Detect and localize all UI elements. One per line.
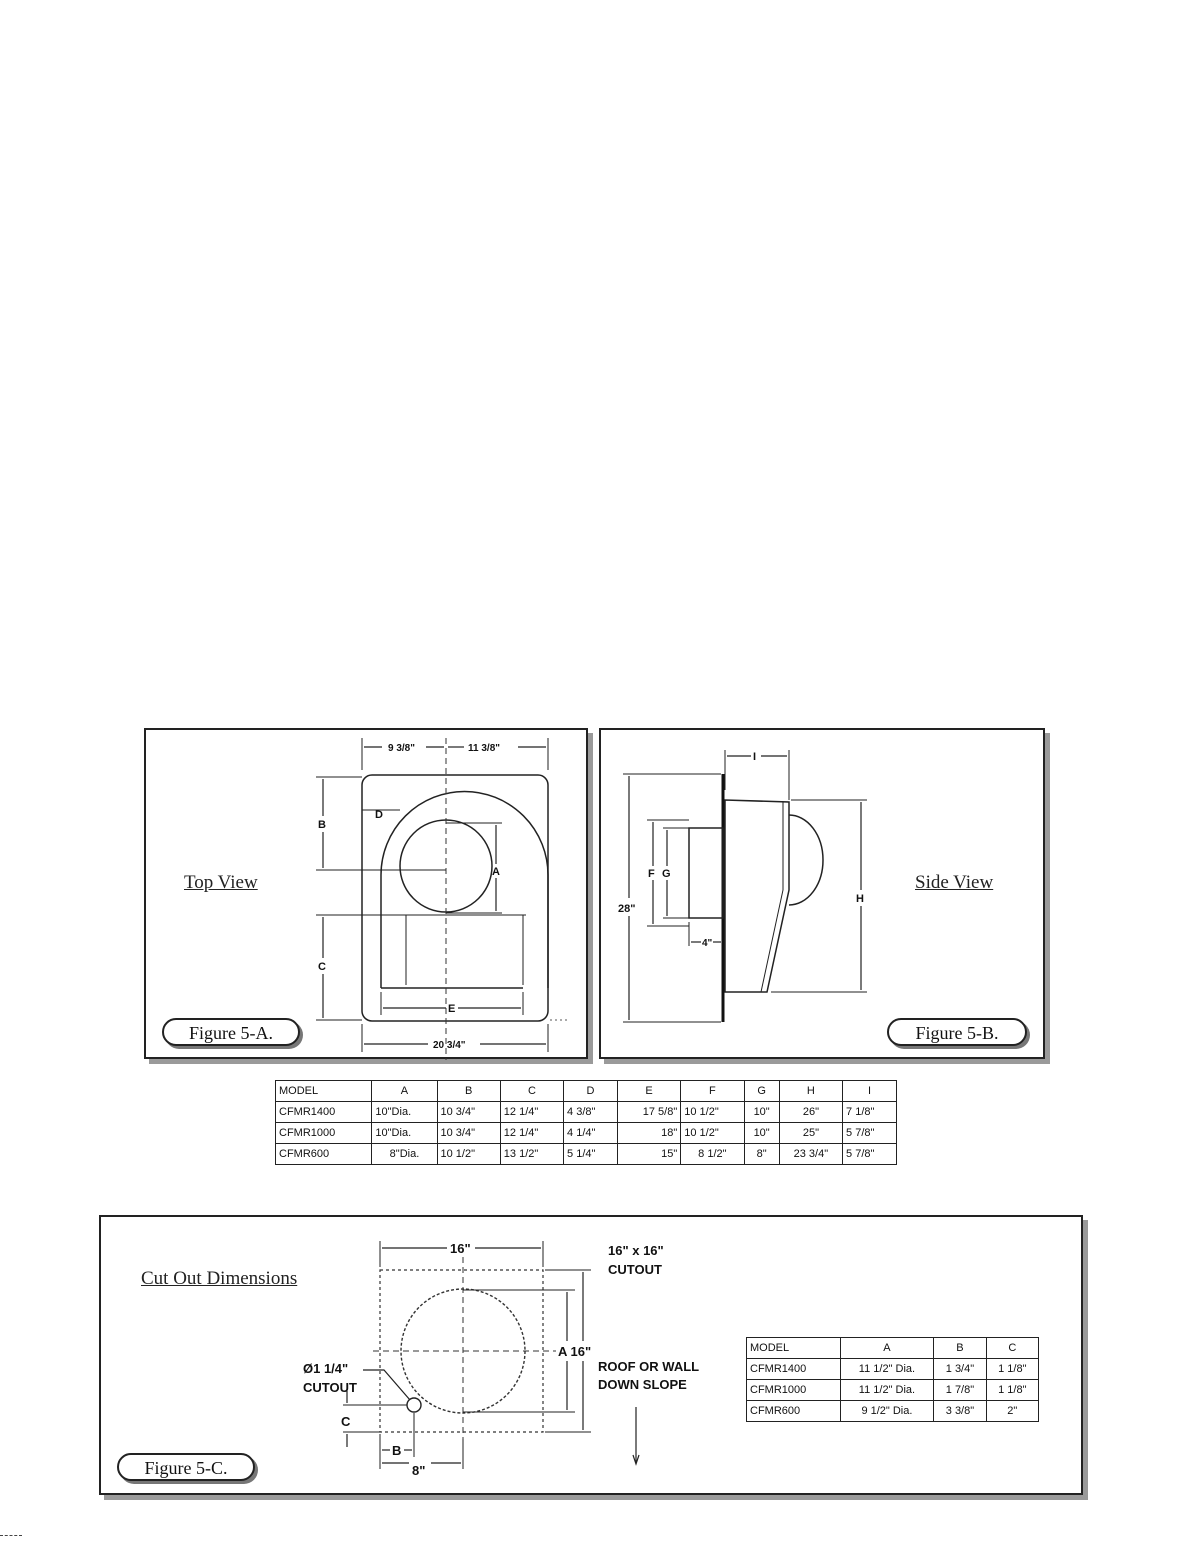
table-header-cell: A xyxy=(372,1081,437,1102)
dim-8: 8" xyxy=(412,1463,426,1478)
dim-a-16: A 16" xyxy=(558,1344,592,1359)
table-cell: 5 7/8" xyxy=(843,1144,897,1165)
top-view-drawing xyxy=(146,730,590,1061)
table-header-row xyxy=(747,1338,1039,1359)
table-header-cell: MODEL xyxy=(747,1338,841,1359)
table-cell: 1 1/8" xyxy=(986,1380,1038,1401)
table-cell: 9 1/2" Dia. xyxy=(840,1401,934,1422)
table-header-cell: H xyxy=(779,1081,842,1102)
table-cell: 17 5/8" xyxy=(617,1102,680,1123)
dim-16-top: 16" xyxy=(450,1241,471,1256)
table-cell: 10"Dia. xyxy=(372,1123,437,1144)
table-row xyxy=(276,1123,897,1144)
dim-9-3-8: 9 3/8" xyxy=(388,743,415,754)
table-cell: 3 3/8" xyxy=(934,1401,986,1422)
page-edge-mark xyxy=(0,1535,22,1538)
table-cell: 13 1/2" xyxy=(500,1144,563,1165)
cutout-size-label: 16" x 16" xyxy=(608,1243,664,1258)
table-cell: 26" xyxy=(779,1102,842,1123)
table-row xyxy=(747,1380,1039,1401)
table-header-cell: F xyxy=(681,1081,744,1102)
dim-c: C xyxy=(318,961,326,973)
table-cell: 25" xyxy=(779,1123,842,1144)
hole-size-label: Ø1 1/4" xyxy=(303,1361,349,1376)
roof-slope-label: ROOF OR WALL xyxy=(598,1359,700,1374)
roof-slope-label-2: DOWN SLOPE xyxy=(598,1377,687,1392)
table-cell: 18" xyxy=(617,1123,680,1144)
table-cell: 5 7/8" xyxy=(843,1123,897,1144)
inner-body xyxy=(406,915,523,985)
table-cell: CFMR1400 xyxy=(747,1359,841,1380)
table-cell: 4 1/4" xyxy=(564,1123,618,1144)
table-cell: 1 1/8" xyxy=(986,1359,1038,1380)
table-cell: 12 1/4" xyxy=(500,1102,563,1123)
model-dimension-table xyxy=(275,1080,897,1165)
side-view-drawing xyxy=(601,730,1047,1061)
table-cell: 11 1/2" Dia. xyxy=(840,1380,934,1401)
table-cell: 10 3/4" xyxy=(437,1102,500,1123)
table-cell: 10 3/4" xyxy=(437,1123,500,1144)
table-header-cell: G xyxy=(744,1081,779,1102)
dim-11-3-8: 11 3/8" xyxy=(468,743,500,754)
table-cell: 7 1/8" xyxy=(843,1102,897,1123)
table-header-cell: MODEL xyxy=(276,1081,372,1102)
table-header-cell: E xyxy=(617,1081,680,1102)
table-header-cell: A xyxy=(840,1338,934,1359)
table-cell: 8" xyxy=(744,1144,779,1165)
dim-c: C xyxy=(341,1414,351,1429)
table-cell: CFMR600 xyxy=(747,1401,841,1422)
figure-5a-panel xyxy=(144,728,588,1059)
dim-a: A xyxy=(492,866,500,878)
table-header-cell: B xyxy=(934,1338,986,1359)
table-cell: 8"Dia. xyxy=(372,1144,437,1165)
dim-g: G xyxy=(662,868,671,880)
dim-4: 4" xyxy=(702,938,713,949)
table-cell: CFMR600 xyxy=(276,1144,372,1165)
dim-f: F xyxy=(648,868,655,880)
drain-hole xyxy=(407,1398,421,1412)
table-cell: 8 1/2" xyxy=(681,1144,744,1165)
dim-28: 28" xyxy=(618,903,636,915)
collar xyxy=(689,828,723,918)
hole-size-label-2: CUTOUT xyxy=(303,1380,357,1395)
dim-e: E xyxy=(448,1003,456,1015)
hood-dome xyxy=(789,815,823,905)
table-header-cell: C xyxy=(986,1338,1038,1359)
cutout-size-label-2: CUTOUT xyxy=(608,1262,662,1277)
dim-d: D xyxy=(375,809,383,821)
table-row xyxy=(747,1401,1039,1422)
figure-5a-tag: Figure 5-A. xyxy=(162,1018,300,1046)
top-view-label: Top View xyxy=(184,872,258,893)
table-header-cell: C xyxy=(500,1081,563,1102)
dim-i: I xyxy=(753,751,757,763)
hood-body xyxy=(725,800,789,992)
table-cell: 10 1/2" xyxy=(681,1102,744,1123)
figure-5b-panel xyxy=(599,728,1045,1059)
table-cell: 10"Dia. xyxy=(372,1102,437,1123)
table-row xyxy=(747,1359,1039,1380)
table-header-cell: B xyxy=(437,1081,500,1102)
table-cell: 5 1/4" xyxy=(564,1144,618,1165)
table-header-cell: I xyxy=(843,1081,897,1102)
figure-5c-panel xyxy=(99,1215,1083,1495)
cutout-dimension-table xyxy=(746,1337,1039,1422)
table-cell: 10 1/2" xyxy=(437,1144,500,1165)
table-cell: 10 1/2" xyxy=(681,1123,744,1144)
cut-out-dimensions-label: Cut Out Dimensions xyxy=(141,1268,298,1289)
dim-b: B xyxy=(318,819,326,831)
table-header-row xyxy=(276,1081,897,1102)
table-row xyxy=(276,1102,897,1123)
table-cell: 15" xyxy=(617,1144,680,1165)
figure-5b-tag: Figure 5-B. xyxy=(887,1018,1027,1046)
dim-20-3-4: 20 3/4" xyxy=(433,1040,466,1051)
table-cell: CFMR1000 xyxy=(747,1380,841,1401)
table-cell: 1 3/4" xyxy=(934,1359,986,1380)
table-cell: 10" xyxy=(744,1123,779,1144)
figure-5c-tag: Figure 5-C. xyxy=(117,1453,255,1481)
table-row xyxy=(276,1144,897,1165)
table-cell: 12 1/4" xyxy=(500,1123,563,1144)
table-header-cell: D xyxy=(564,1081,618,1102)
side-view-label: Side View xyxy=(915,872,994,893)
table-cell: CFMR1000 xyxy=(276,1123,372,1144)
table-cell: 23 3/4" xyxy=(779,1144,842,1165)
table-cell: CFMR1400 xyxy=(276,1102,372,1123)
table-cell: 4 3/8" xyxy=(564,1102,618,1123)
dim-b: B xyxy=(392,1443,402,1458)
table-cell: 11 1/2" Dia. xyxy=(840,1359,934,1380)
table-cell: 2" xyxy=(986,1401,1038,1422)
table-cell: 10" xyxy=(744,1102,779,1123)
dim-h: H xyxy=(856,893,864,905)
table-cell: 1 7/8" xyxy=(934,1380,986,1401)
